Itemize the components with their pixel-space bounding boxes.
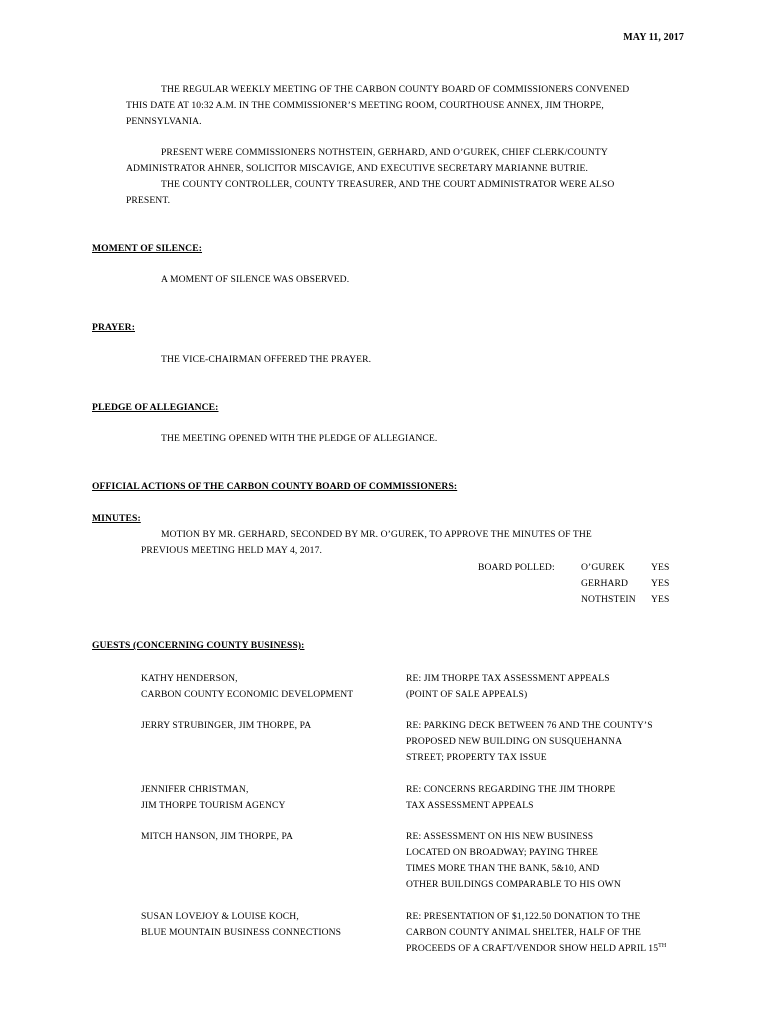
intro-line: THE COUNTY CONTROLLER, COUNTY TREASURER, AND THE COURT ADMINISTRATOR WERE ALSO [161, 179, 615, 190]
intro-convened [126, 82, 691, 130]
official-actions-heading: OFFICIAL ACTIONS OF THE CARBON COUNTY BOARD OF COMMISSIONERS: [92, 481, 458, 492]
guest-line: CARBON COUNTY ECONOMIC DEVELOPMENT [141, 689, 354, 700]
guest-line: CARBON COUNTY ANIMAL SHELTER, HALF OF THE [406, 927, 641, 938]
guest-name [141, 829, 293, 845]
guest-line: TAX ASSESSMENT APPEALS [406, 800, 534, 811]
silence-text: A MOMENT OF SILENCE WAS OBSERVED. [161, 274, 350, 285]
guest-topic [406, 909, 666, 957]
pledge-heading: PLEDGE OF ALLEGIANCE: [92, 402, 219, 413]
guest-line: KATHY HENDERSON, [141, 673, 238, 684]
intro-line: PRESENT WERE COMMISSIONERS NOTHSTEIN, GERHARD, AND O’GUREK, CHIEF CLERK/COUNTY [161, 147, 608, 158]
vote-name: O’GUREK [581, 562, 625, 573]
guest-line: SUSAN LOVEJOY & LOUISE KOCH, [141, 911, 299, 922]
minutes-motion-cont: PREVIOUS MEETING HELD MAY 4, 2017. [141, 545, 322, 556]
intro-line: ADMINISTRATOR AHNER, SOLICITOR MISCAVIGE, AND EXECUTIVE SECRETARY MARIANNE BUTRIE. [126, 163, 588, 174]
guest-name [141, 909, 341, 941]
guest-name [141, 782, 286, 814]
guest-line: RE: PARKING DECK BETWEEN 76 AND THE COUNTY’S [406, 720, 653, 731]
vote-value: YES [651, 594, 670, 605]
guest-line: RE: ASSESSMENT ON HIS NEW BUSINESS [406, 831, 594, 842]
guest-line: RE: PRESENTATION OF $1,122.50 DONATION TO THE [406, 911, 641, 922]
guest-line-text: PROCEEDS OF A CRAFT/VENDOR SHOW HELD APRIL 15 [406, 943, 659, 954]
guest-line: (POINT OF SALE APPEALS) [406, 689, 528, 700]
guest-line [406, 941, 666, 957]
guest-line: OTHER BUILDINGS COMPARABLE TO HIS OWN [406, 879, 621, 890]
silence-heading: MOMENT OF SILENCE: [92, 243, 203, 254]
intro-line: THIS DATE AT 10:32 A.M. IN THE COMMISSIONER’S MEETING ROOM, COURTHOUSE ANNEX, JIM THORPE, [126, 100, 604, 111]
guest-line: JENNIFER CHRISTMAN, [141, 784, 249, 795]
vote-value: YES [651, 562, 670, 573]
ordinal-suffix: TH [658, 942, 667, 949]
guest-line: TIMES MORE THAN THE BANK, 5&10, AND [406, 863, 600, 874]
guests-heading: GUESTS (CONCERNING COUNTY BUSINESS): [92, 640, 305, 651]
board-polled-label: BOARD POLLED: [478, 562, 555, 573]
vote-name: NOTHSTEIN [581, 594, 636, 605]
guest-line: RE: CONCERNS REGARDING THE JIM THORPE [406, 784, 616, 795]
intro-line: PENNSYLVANIA. [126, 116, 202, 127]
guest-line: JIM THORPE TOURISM AGENCY [141, 800, 286, 811]
guest-line: LOCATED ON BROADWAY; PAYING THREE [406, 847, 598, 858]
guest-line: JERRY STRUBINGER, JIM THORPE, PA [141, 720, 312, 731]
intro-line: THE REGULAR WEEKLY MEETING OF THE CARBON COUNTY BOARD OF COMMISSIONERS CONVENED [161, 84, 630, 95]
guest-topic [406, 671, 610, 703]
guest-topic [406, 829, 621, 893]
guest-line: MITCH HANSON, JIM THORPE, PA [141, 831, 294, 842]
guest-line: PROPOSED NEW BUILDING ON SUSQUEHANNA [406, 736, 623, 747]
guest-line: STREET; PROPERTY TAX ISSUE [406, 752, 547, 763]
prayer-text: THE VICE-CHAIRMAN OFFERED THE PRAYER. [161, 354, 372, 365]
guest-name [141, 718, 311, 734]
meeting-date: MAY 11, 2017 [623, 32, 684, 43]
pledge-text: THE MEETING OPENED WITH THE PLEDGE OF ALLEGIANCE. [161, 433, 438, 444]
minutes-motion: MOTION BY MR. GERHARD, SECONDED BY MR. O’GUREK, TO APPROVE THE MINUTES OF THE [161, 529, 592, 540]
intro-line: PRESENT. [126, 195, 171, 206]
guest-topic [406, 782, 615, 814]
guest-topic [406, 718, 653, 766]
guest-line: BLUE MOUNTAIN BUSINESS CONNECTIONS [141, 927, 342, 938]
minutes-heading: MINUTES: [92, 513, 141, 524]
vote-name: GERHARD [581, 578, 629, 589]
vote-value: YES [651, 578, 670, 589]
guest-line: RE: JIM THORPE TAX ASSESSMENT APPEALS [406, 673, 610, 684]
prayer-heading: PRAYER: [92, 322, 135, 333]
intro-present [126, 145, 691, 209]
guest-name [141, 671, 353, 703]
